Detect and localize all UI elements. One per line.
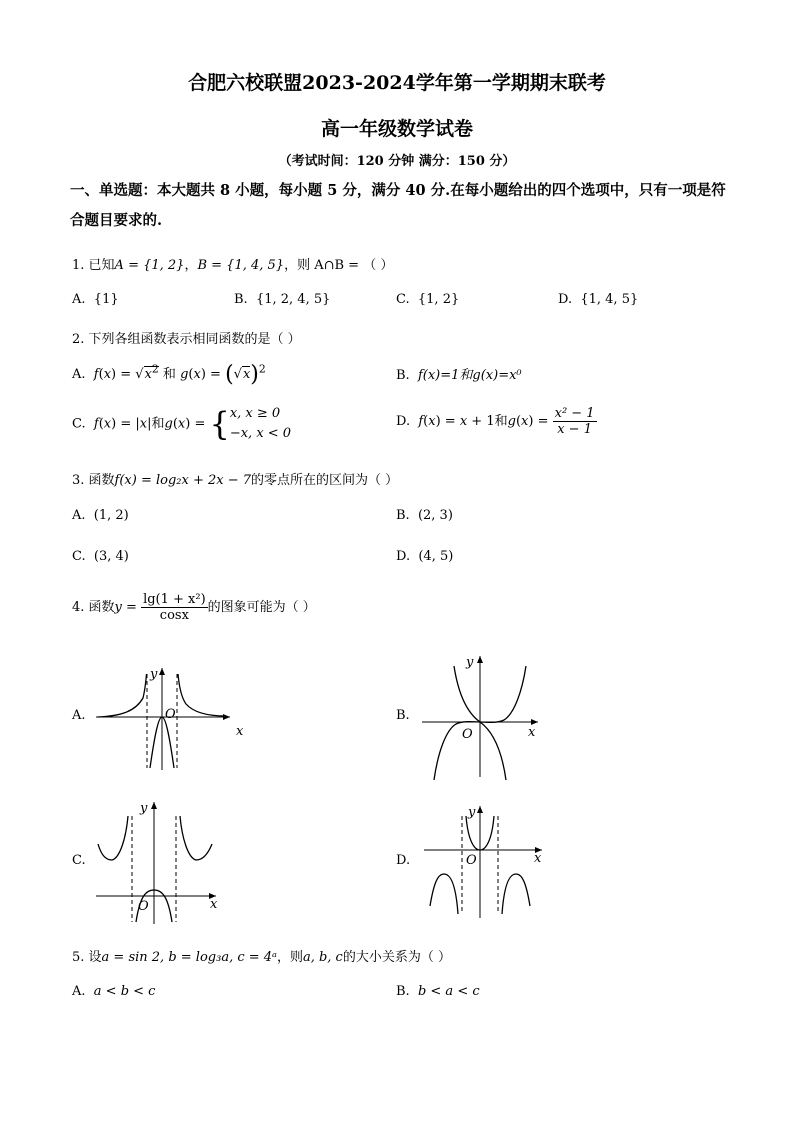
q3-option-c: C. (3, 4) <box>72 549 129 564</box>
q4-label-a: A. <box>72 708 86 723</box>
q2-option-b: B. f(x)=1和g(x)=x⁰ <box>396 368 522 383</box>
curve-left <box>98 816 128 860</box>
question-3-stem: 3. 函数f(x) = log₂x + 2x − 7的零点所在的区间为（ ） <box>72 473 399 488</box>
q3-option-b: B. (2, 3) <box>396 508 453 523</box>
q1-option-b: B. {1, 2, 4, 5} <box>234 292 331 307</box>
q4-label-b: B. <box>396 708 410 723</box>
curve-right <box>180 816 212 860</box>
q4-label-c: C. <box>72 853 86 868</box>
q4-graph-c <box>90 798 230 928</box>
origin-label: O <box>138 899 149 914</box>
y-arrow <box>477 656 483 663</box>
x-label: x <box>534 851 542 866</box>
q1-prefix: 1. 已知 <box>72 258 115 273</box>
y-label: y <box>468 805 476 820</box>
q1-option-a: A. {1} <box>72 292 119 307</box>
y-arrow <box>151 802 157 809</box>
q4-graph-d <box>418 802 558 922</box>
y-label: y <box>466 655 474 670</box>
origin-label: O <box>165 707 176 722</box>
y-label: y <box>140 801 148 816</box>
q1-option-c: C. {1, 2} <box>396 292 460 307</box>
q1-setB: B = {1, 4, 5} <box>197 258 285 273</box>
q3-option-a: A. (1, 2) <box>72 508 129 523</box>
y-arrow <box>159 668 165 675</box>
y-label: y <box>150 667 158 682</box>
q5-option-b: B. b < a < c <box>396 984 480 999</box>
section-1-heading: 一、单选题：本大题共 8 小题，每小题 5 分，满分 40 分.在每小题给出的四个选项中，只有一项是符合题目要求的. <box>70 182 726 229</box>
q1-setA: A = {1, 2} <box>114 258 185 273</box>
exam-info: （考试时间：120 分钟 满分：150 分） <box>278 154 516 169</box>
q4-graph-b <box>416 652 556 782</box>
exam-title: 合肥六校联盟2023-2024学年第一学期期末联考 <box>188 72 606 94</box>
origin-label: O <box>466 853 477 868</box>
q4-label-d: D. <box>396 853 411 868</box>
q2-option-a: A. $f(x) = √x^2$ 和 $g(x) = (√x)^2$ <box>72 362 266 387</box>
curve-right <box>178 674 226 716</box>
question-2-stem: 2. 下列各组函数表示相同函数的是（ ） <box>72 332 301 347</box>
q3-option-d: D. (4, 5) <box>396 549 454 564</box>
q1-comma: ， <box>184 258 198 273</box>
x-label: x <box>210 897 218 912</box>
x-arrow <box>223 714 230 720</box>
question-5-stem: 5. 设a = sin 2, b = log₃a, c = 4ᵃ，则a, b, c的大小关系为（ ） <box>72 950 451 965</box>
q2-option-c: C. f(x) = |x|和g(x) = { x, x ≥ 0 −x, x < 0 <box>72 405 292 443</box>
question-1-stem <box>72 254 393 273</box>
q1-ask: ，则 A∩B = （ ） <box>284 258 394 273</box>
curve-right <box>502 874 530 914</box>
q2-option-d: D. f(x) = x + 1和g(x) = $\frac{\text{x² − 1}}{x - 1}$ <box>396 406 595 437</box>
q4-graph-a <box>90 660 250 772</box>
exam-subtitle: 高一年级数学试卷 <box>320 118 473 140</box>
question-4-stem: 4. 函数y = $\frac{\text{lg(1 + x²)}}{\cos x}$ 的图象可能为（ ） <box>72 592 316 623</box>
x-label: x <box>528 725 536 740</box>
origin-label: O <box>462 727 473 742</box>
curve-left <box>98 674 147 717</box>
q1-option-d: D. {1, 4, 5} <box>558 292 639 307</box>
curve-left <box>430 874 458 914</box>
q5-option-a: A. a < b < c <box>72 984 156 999</box>
x-label: x <box>236 724 244 739</box>
y-arrow <box>477 806 483 813</box>
